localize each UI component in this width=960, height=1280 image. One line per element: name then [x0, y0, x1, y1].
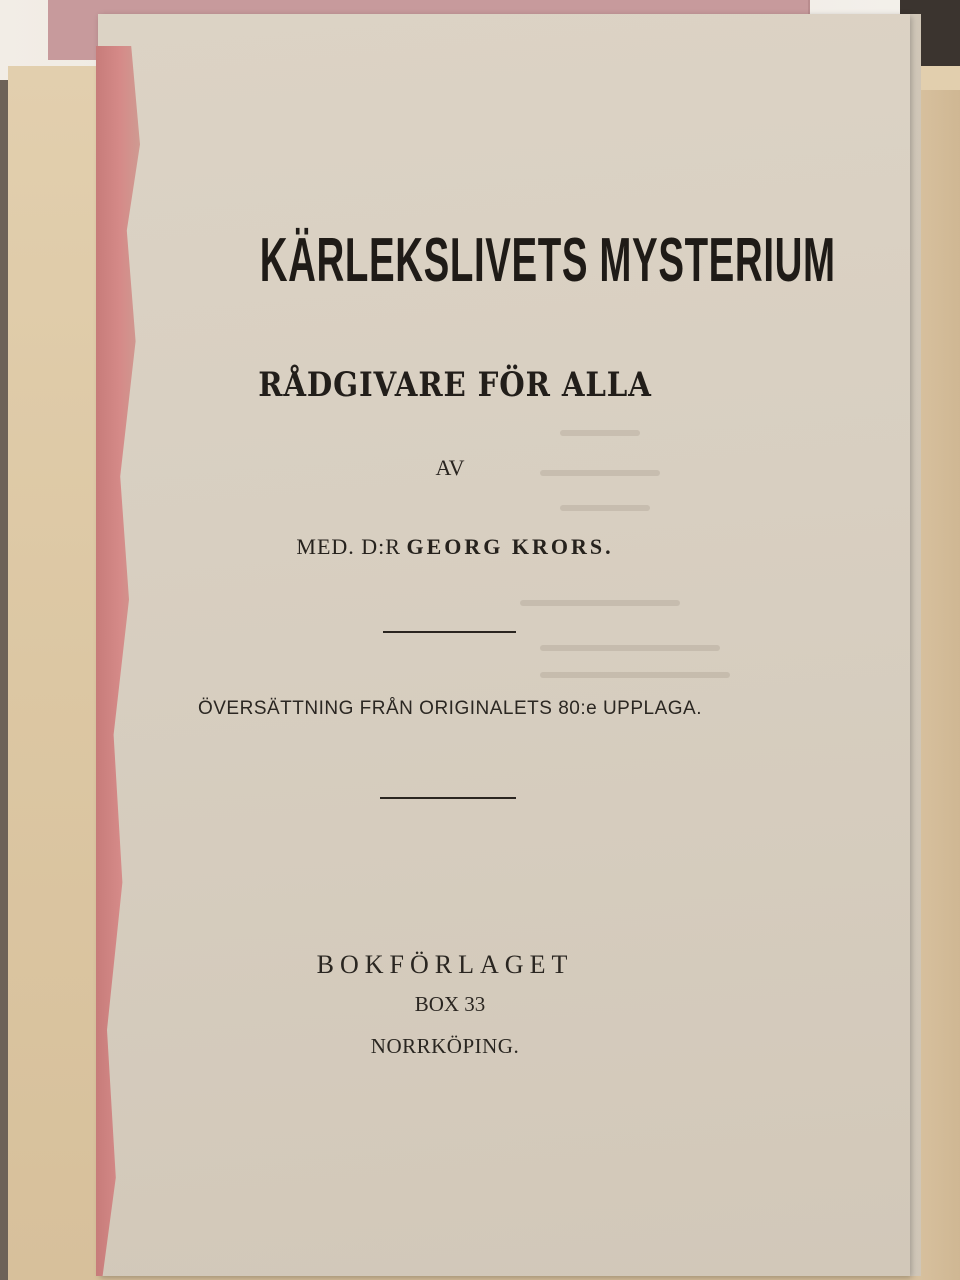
- translation-note: ÖVERSÄTTNING FRÅN ORIGINALETS 80:e UPPLAGA.: [197, 698, 702, 719]
- publisher-box: BOX 33: [414, 992, 486, 1016]
- booklet-subtitle: RÅDGIVARE FÖR ALLA: [258, 365, 652, 405]
- bleed-through-mark: [540, 470, 660, 476]
- bleed-through-mark: [520, 600, 680, 606]
- booklet-title: KÄRLEKSLIVETS MYSTERIUM: [259, 226, 836, 295]
- bleed-through-mark: [560, 505, 650, 511]
- publisher-name: BOKFÖRLAGET: [316, 950, 574, 979]
- divider-rule: [383, 631, 516, 633]
- author-prefix: MED. D:R: [296, 534, 401, 559]
- bleed-through-mark: [540, 672, 730, 678]
- divider-rule: [380, 797, 516, 799]
- booklet-title-page: [98, 14, 910, 1276]
- author-line: [230, 534, 680, 560]
- bleed-through-mark: [560, 430, 640, 436]
- bleed-through-mark: [540, 645, 720, 651]
- byline-av: AV: [435, 455, 465, 480]
- author-name: GEORG KRORS.: [406, 534, 614, 559]
- publisher-city: NORRKÖPING.: [370, 1034, 520, 1058]
